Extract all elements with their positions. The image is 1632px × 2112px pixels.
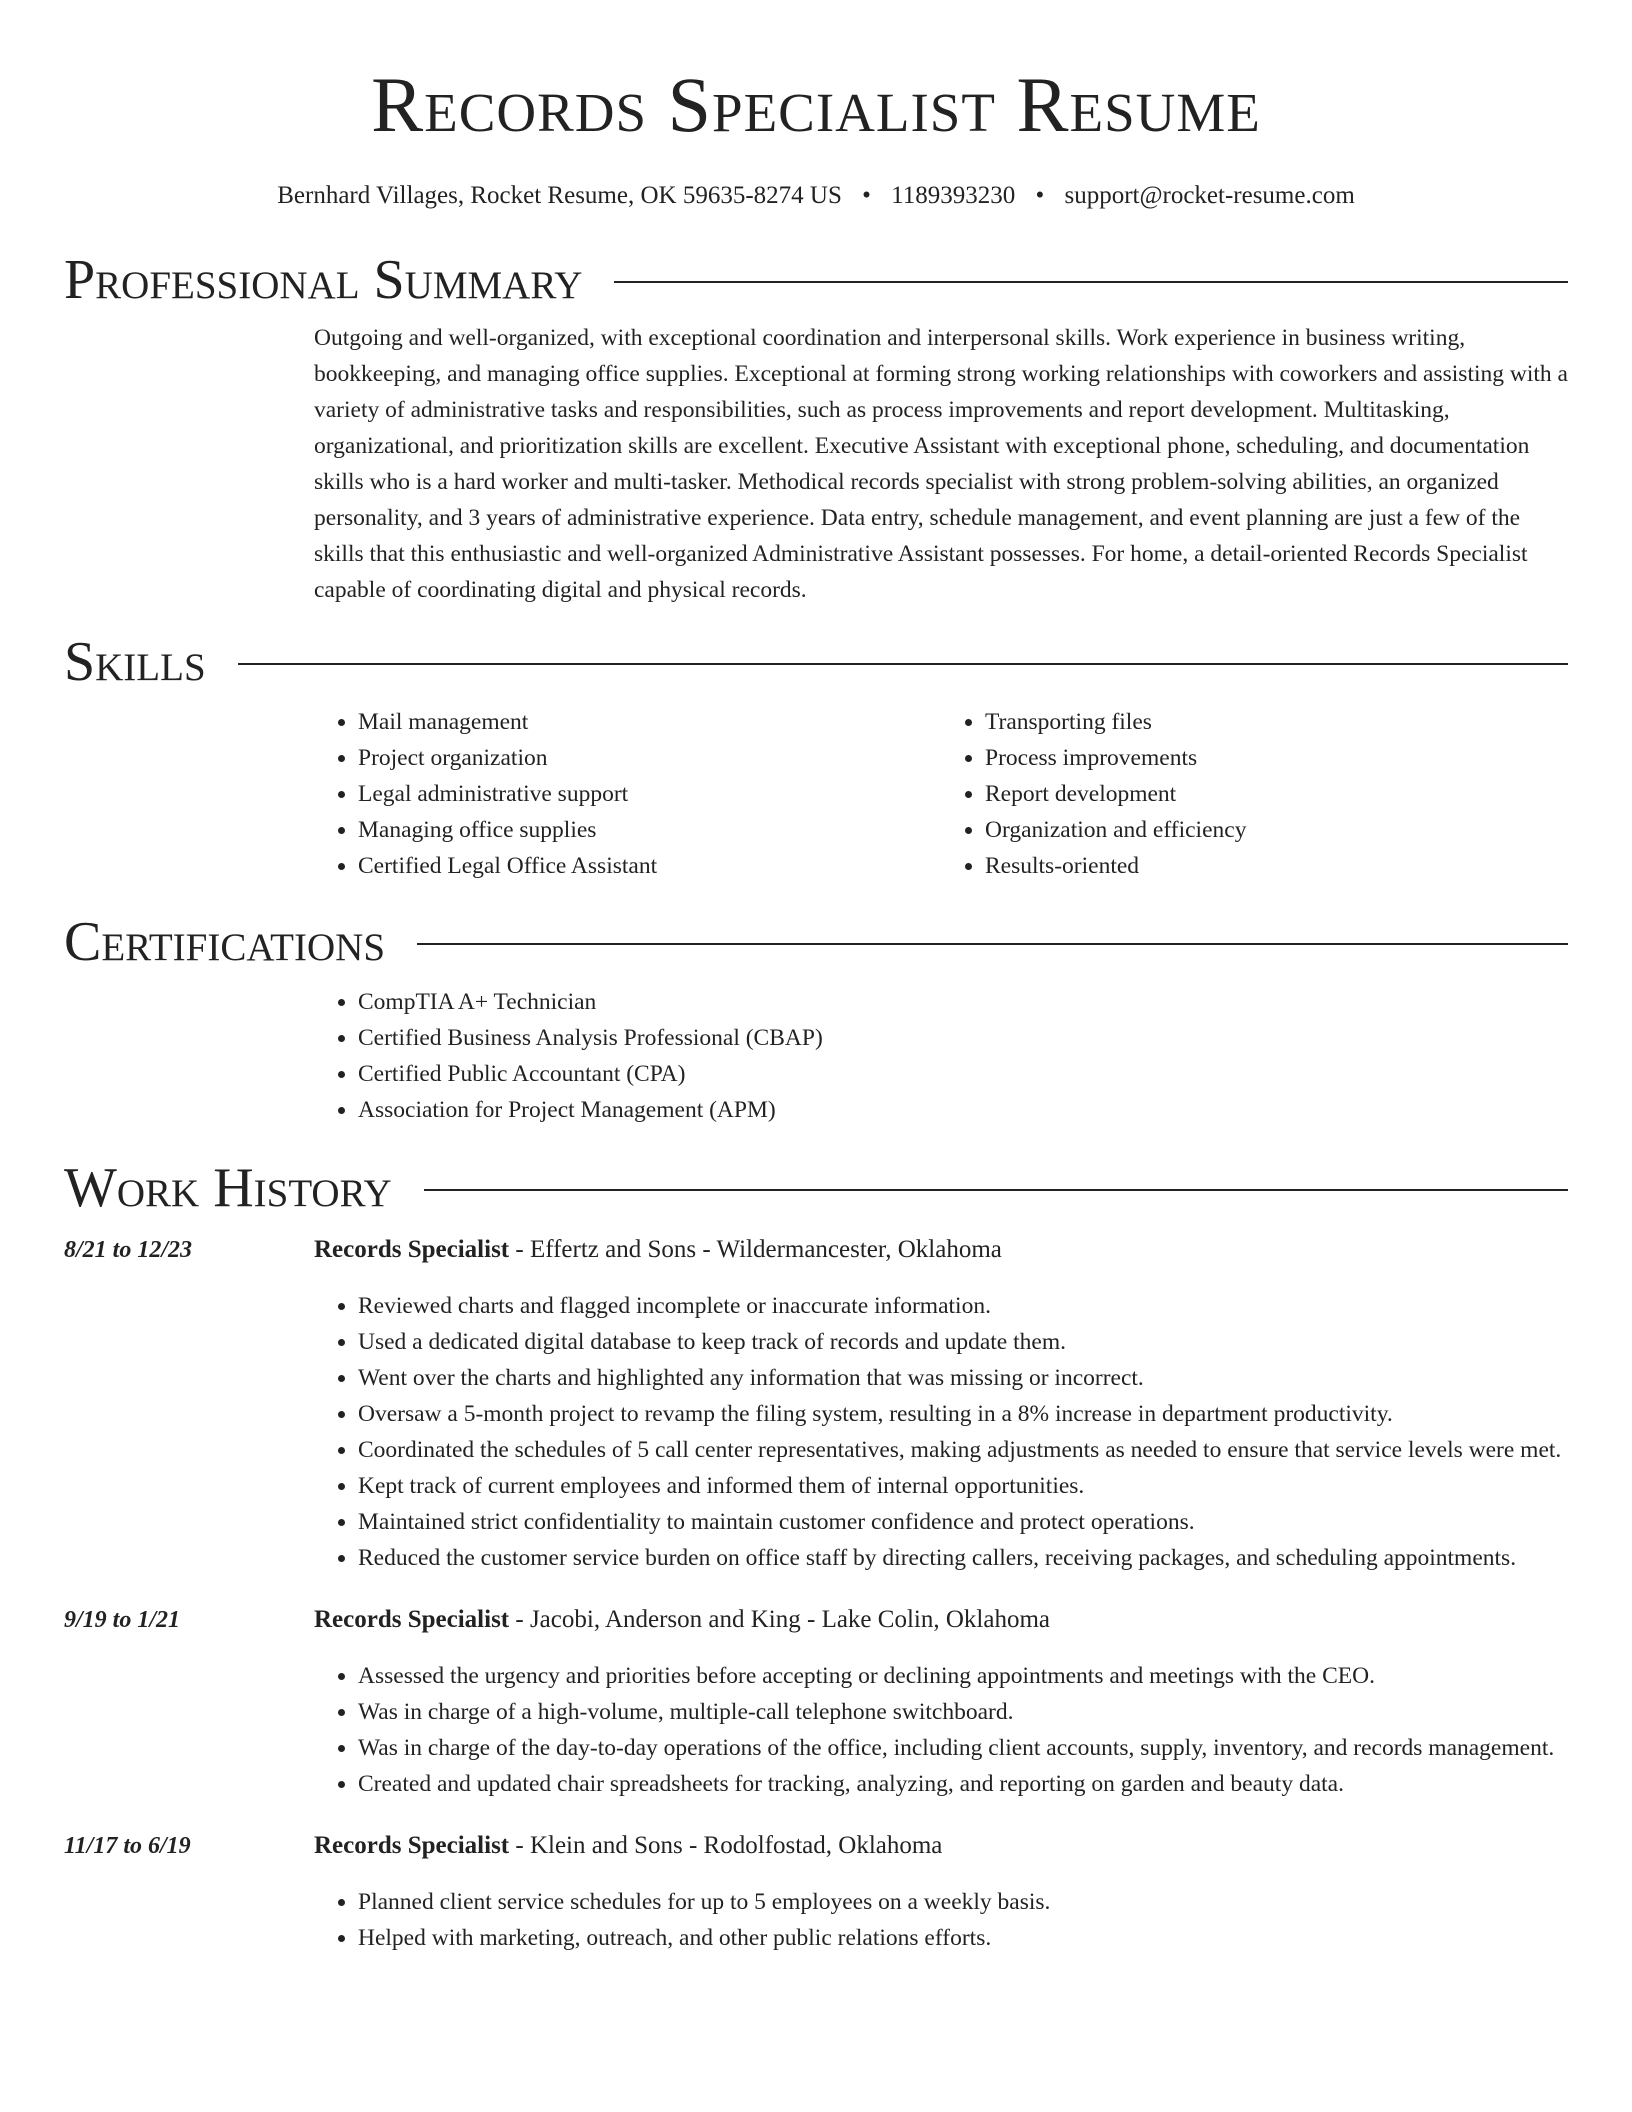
skill-item: • Results-oriented — [985, 848, 1568, 884]
contact-separator: • — [1035, 182, 1045, 209]
section-heading: Work History — [64, 1157, 392, 1219]
job-bullet: • Planned client service schedules for up to 5 employees on a weekly basis. — [358, 1884, 1568, 1920]
job-role: Records Specialist — [314, 1236, 510, 1263]
certifications-list — [314, 984, 1568, 1128]
job-dates: 9/19 to 1/21 — [64, 1607, 181, 1633]
skills-grid — [314, 704, 1568, 884]
section-divider — [417, 943, 1568, 945]
job-employer: - Jacobi, Anderson and King - Lake Colin, Oklahoma — [509, 1606, 1050, 1633]
job-bullet: • Helped with marketing, outreach, and other public relations efforts. — [358, 1920, 1568, 1956]
job-bullet: • Was in charge of the day-to-day operations of the office, including client accounts, supply, inventory, and records management. — [358, 1730, 1568, 1766]
section-heading: Professional Summary — [64, 249, 583, 311]
contact-email[interactable]: support@rocket-resume.com — [1064, 182, 1355, 209]
job-bullet: • Oversaw a 5-month project to revamp the filing system, resulting in a 8% increase in department productivity. — [358, 1396, 1568, 1432]
job-dates: 8/21 to 12/23 — [64, 1237, 193, 1263]
job-bullets — [314, 1658, 1568, 1802]
job-bullet: • Created and updated chair spreadsheets for tracking, analyzing, and reporting on garden and beauty data. — [358, 1766, 1568, 1802]
job-header — [64, 1606, 1568, 1646]
job-role: Records Specialist — [314, 1832, 510, 1859]
skill-item: • Managing office supplies — [358, 812, 941, 848]
resume-title: Records Specialist Resume — [371, 61, 1261, 148]
summary-header — [64, 250, 1568, 310]
certification-item: • CompTIA A+ Technician — [358, 984, 1568, 1020]
job-employer: - Klein and Sons - Rodolfostad, Oklahoma — [509, 1832, 943, 1859]
section-divider — [424, 1189, 1568, 1191]
skill-item: • Certified Legal Office Assistant — [358, 848, 941, 884]
certification-item: • Certified Public Accountant (CPA) — [358, 1056, 1568, 1092]
summary-section — [64, 250, 1568, 608]
job-bullet: • Went over the charts and highlighted any information that was missing or incorrect. — [358, 1360, 1568, 1396]
job-dates: 11/17 to 6/19 — [64, 1833, 191, 1859]
certifications-section — [64, 912, 1568, 1128]
section-divider — [614, 281, 1568, 283]
job-bullets — [314, 1884, 1568, 1956]
job-header — [64, 1236, 1568, 1276]
job-title-line — [314, 1236, 1002, 1264]
skill-item: • Transporting files — [985, 704, 1568, 740]
job-header — [64, 1832, 1568, 1872]
summary-text: Outgoing and well-organized, with exceptional coordination and interpersonal skills. Work experience in business writing, bookkeeping, and managing office supplies. Exceptional at forming strong working relationships with coworkers and assisting with a variety of administrative tasks and responsibilities, such as process improvements and report development. Multitasking, organizational, and prioritization skills are excellent. Executive Assistant with exceptional phone, scheduling, and documentation skills who is a hard worker and multi-tasker. Methodical records specialist with strong problem-solving abilities, an organized personality, and 3 years of administrative experience. Data entry, schedule management, and event planning are just a few of the skills that this enthusiastic and well-organized Administrative Assistant possesses. For home, a detail-oriented Records Specialist capable of coordinating digital and physical records. — [314, 325, 1568, 603]
skill-item: • Project organization — [358, 740, 941, 776]
job-employer: - Effertz and Sons - Wildermancester, Oklahoma — [509, 1236, 1002, 1263]
skills-header — [64, 632, 1568, 692]
job-bullet: • Reviewed charts and flagged incomplete or inaccurate information. — [358, 1288, 1568, 1324]
job-bullet: • Was in charge of a high-volume, multiple-call telephone switchboard. — [358, 1694, 1568, 1730]
skills-list-right — [941, 704, 1568, 884]
contact-separator: • — [862, 182, 871, 209]
section-heading: Skills — [64, 631, 206, 693]
skill-item: • Process improvements — [985, 740, 1568, 776]
skill-item: • Mail management — [358, 704, 941, 740]
work-history-section — [64, 1158, 1568, 1956]
job-entry — [64, 1236, 1568, 1576]
section-divider — [238, 663, 1568, 665]
certification-item: • Association for Project Management (APM) — [358, 1092, 1568, 1128]
job-title-line — [314, 1832, 942, 1860]
job-title-line — [314, 1606, 1050, 1634]
section-heading: Certifications — [64, 911, 386, 973]
contact-phone: 1189393230 — [891, 182, 1016, 209]
contact-address: Bernhard Villages, Rocket Resume, OK 59635-8274 US — [277, 182, 842, 209]
job-bullets — [314, 1288, 1568, 1576]
skills-section — [64, 632, 1568, 884]
skill-item: • Legal administrative support — [358, 776, 941, 812]
skills-list-left — [314, 704, 941, 884]
contact-line — [64, 180, 1568, 212]
certification-item: • Certified Business Analysis Professional (CBAP) — [358, 1020, 1568, 1056]
job-bullet: • Used a dedicated digital database to keep track of records and update them. — [358, 1324, 1568, 1360]
job-bullet: • Coordinated the schedules of 5 call center representatives, making adjustments as needed to ensure that service levels were met. — [358, 1432, 1568, 1468]
skill-item: • Report development — [985, 776, 1568, 812]
work-history-header — [64, 1158, 1568, 1218]
job-bullet: • Kept track of current employees and informed them of internal opportunities. — [358, 1468, 1568, 1504]
job-bullet: • Assessed the urgency and priorities before accepting or declining appointments and meetings with the CEO. — [358, 1658, 1568, 1694]
skill-item: • Organization and efficiency — [985, 812, 1568, 848]
job-role: Records Specialist — [314, 1606, 510, 1633]
job-entry — [64, 1832, 1568, 1956]
job-entry — [64, 1606, 1568, 1802]
certifications-header — [64, 912, 1568, 972]
resume-page — [64, 0, 1568, 1956]
job-bullet: • Maintained strict confidentiality to maintain customer confidence and protect operations. — [358, 1504, 1568, 1540]
job-bullet: • Reduced the customer service burden on office staff by directing callers, receiving packages, and scheduling appointments. — [358, 1540, 1568, 1576]
